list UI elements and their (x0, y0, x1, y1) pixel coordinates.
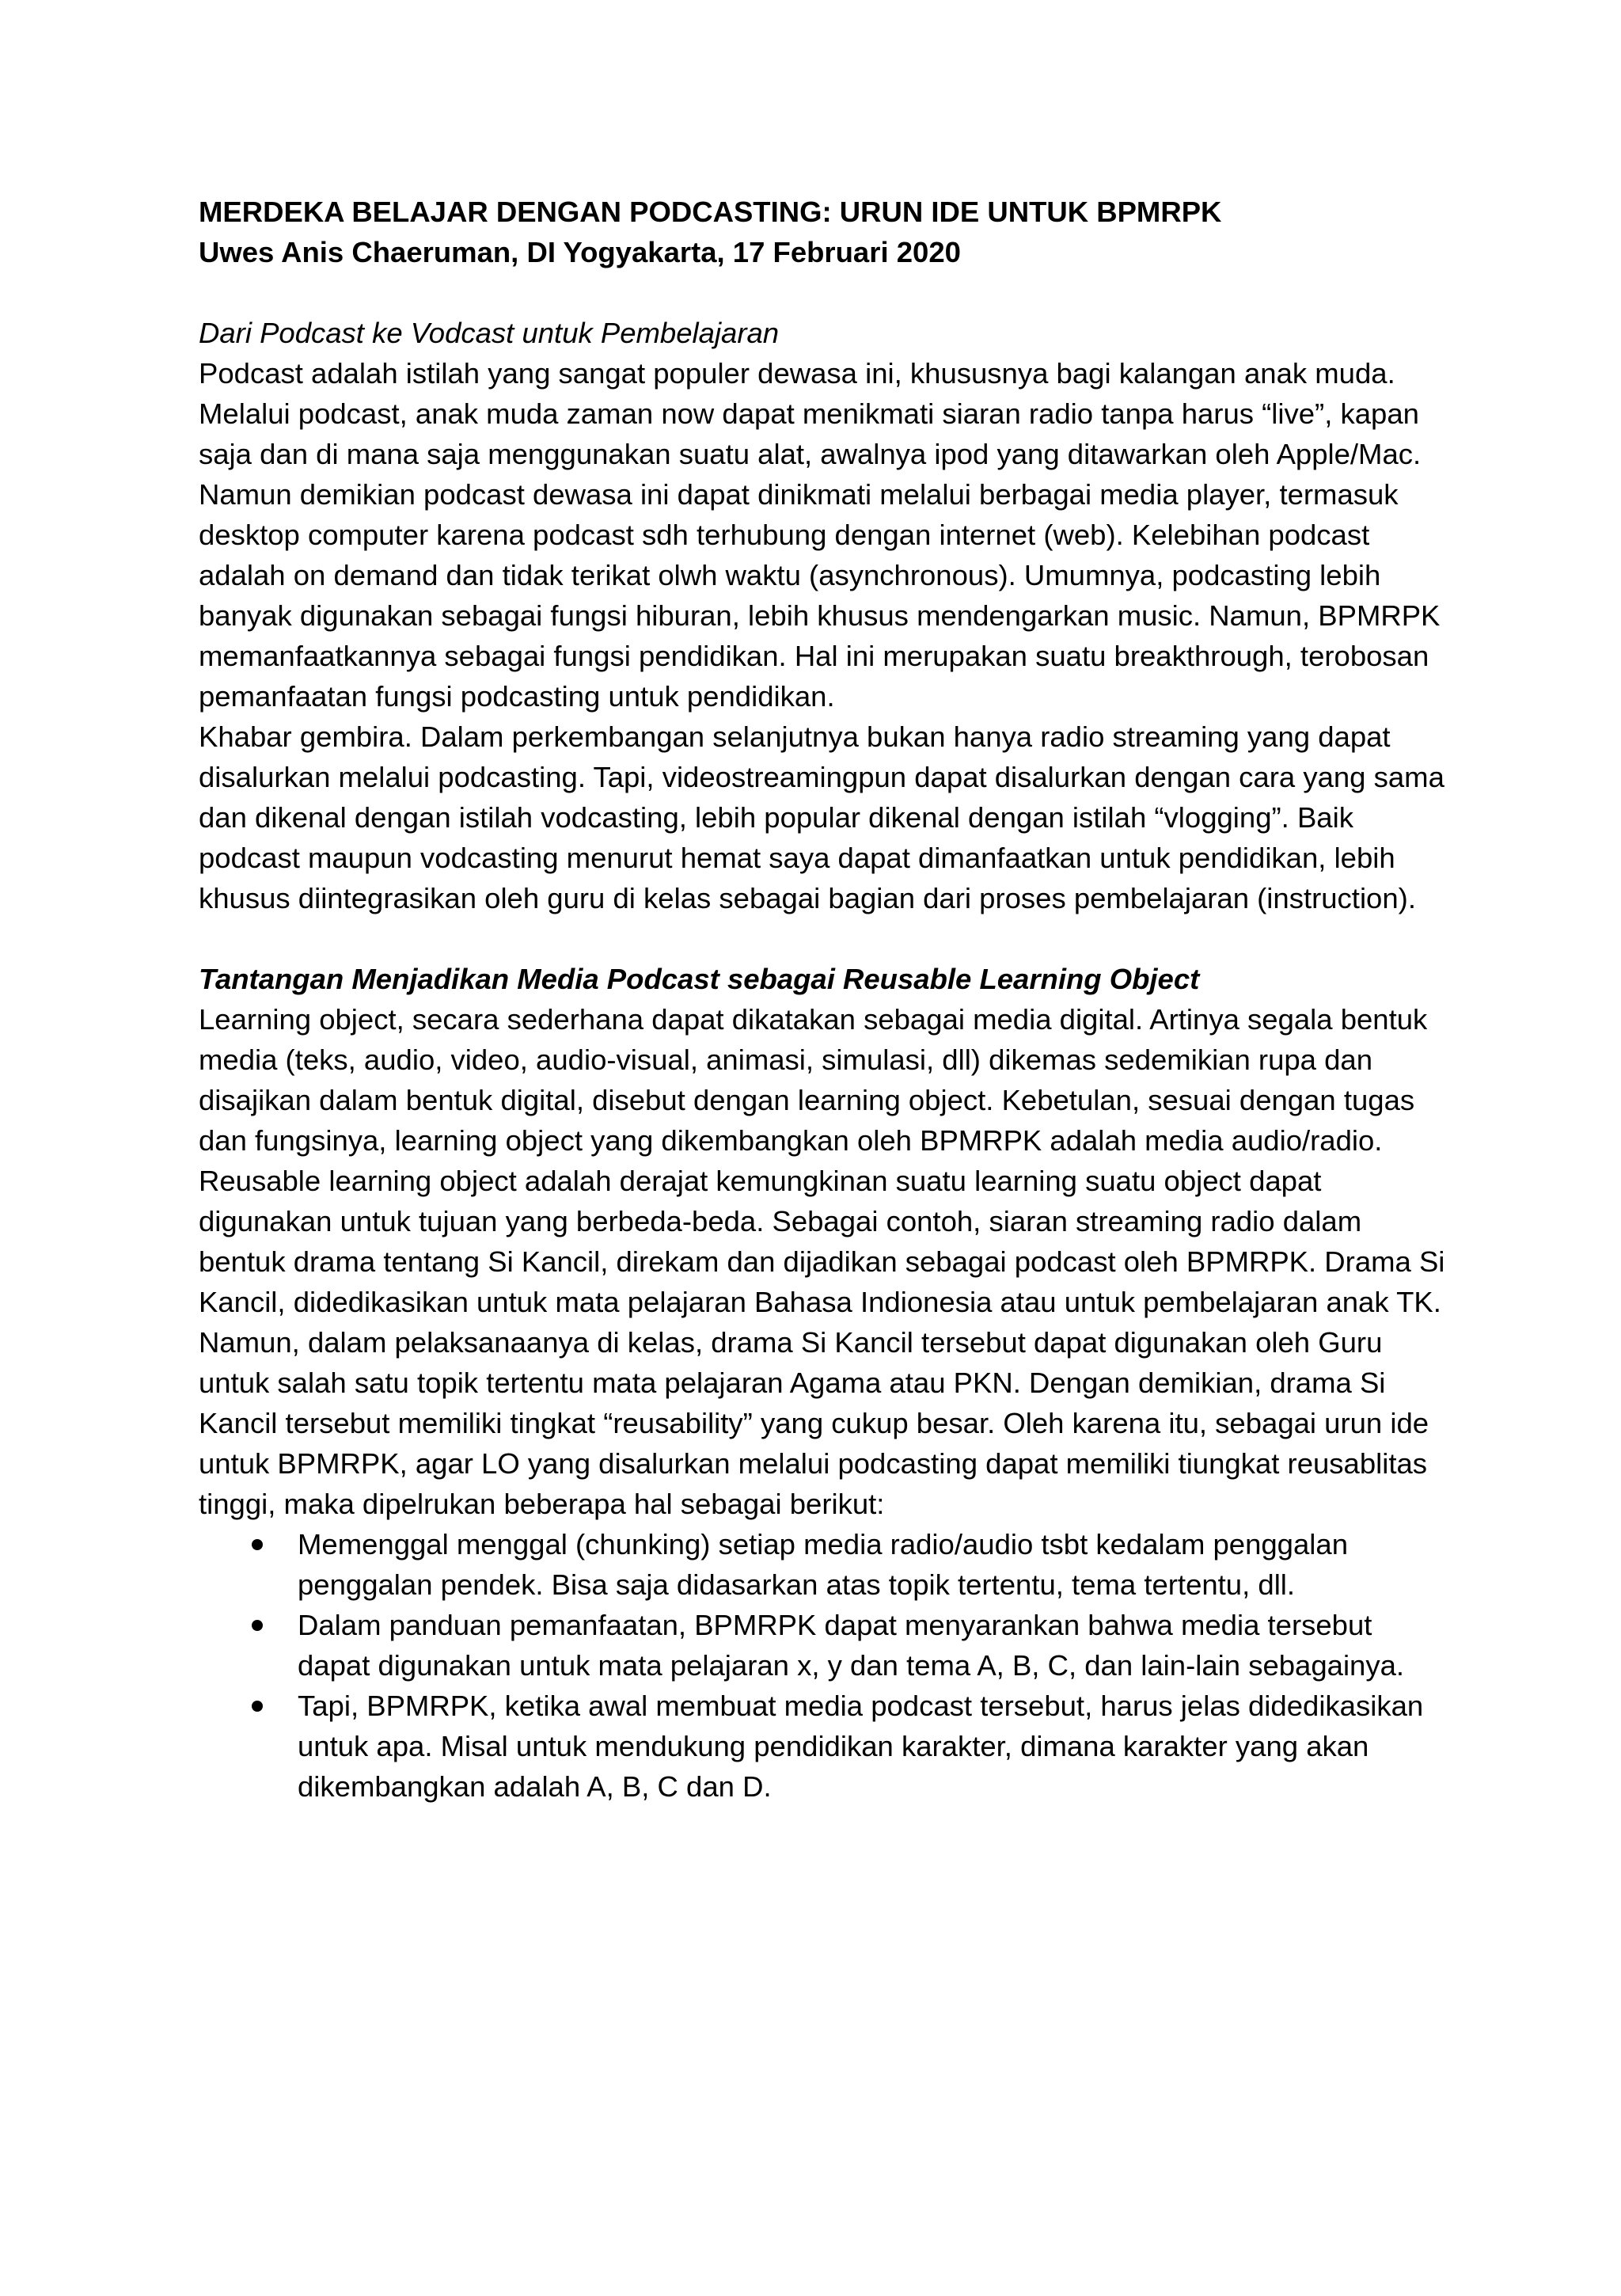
document-title: MERDEKA BELAJAR DENGAN PODCASTING: URUN IDE UNTUK BPMRPK (199, 196, 1222, 228)
document-byline: Uwes Anis Chaeruman, DI Yogyakarta, 17 Februari 2020 (199, 236, 961, 268)
bullet-icon (252, 1701, 263, 1712)
list-item (298, 1686, 1449, 1807)
list-item (298, 1524, 1449, 1605)
bullet-icon (252, 1620, 263, 1631)
list-item (298, 1605, 1449, 1686)
paragraph-vodcasting: Khabar gembira. Dalam perkembangan selanjutnya bukan hanya radio streaming yang dapat disalurkan melalui podcasting. Tapi, videostreamingpun dapat disalurkan dengan cara yang sama dan dikenal dengan istilah vodcasting, lebih popular dikenal dengan istilah “vlogging”. Baik podcast maupun vodcasting menurut hemat saya dapat dimanfaatkan untuk pendidikan, lebih khusus diintegrasikan oleh guru di kelas sebagai bagian dari proses pembelajaran (instruction). (199, 720, 1444, 914)
list-item-text: Tapi, BPMRPK, ketika awal membuat media podcast tersebut, harus jelas didedikasikan untuk apa. Misal untuk mendukung pendidikan karakter, dimana karakter yang akan dikembangkan adalah A, B, C dan D. (298, 1690, 1424, 1803)
list-item-text: Memenggal menggal (chunking) setiap media radio/audio tsbt kedalam penggalan penggalan pendek. Bisa saja didasarkan atas topik tertentu, tema tertentu, dll. (298, 1528, 1348, 1601)
section-heading-reusable-learning-object: Tantangan Menjadikan Media Podcast sebagai Reusable Learning Object (199, 963, 1200, 995)
spacer (199, 918, 1449, 959)
document-page (199, 192, 1449, 1807)
recommendation-list (199, 1524, 1449, 1807)
paragraph-learning-object: Learning object, secara sederhana dapat dikatakan sebagai media digital. Artinya segala bentuk media (teks, audio, video, audio-visual, animasi, simulasi, dll) dikemas sedemikian rupa dan disajikan dalam bentuk digital, disebut dengan learning object. Kebetulan, sesuai dengan tugas dan fungsinya, learning object yang dikembangkan oleh BPMRPK adalah media audio/radio. Reusable learning object adalah derajat kemungkinan suatu learning suatu object dapat digunakan untuk tujuan yang berbeda-beda. Sebagai contoh, siaran streaming radio dalam bentuk drama tentang Si Kancil, direkam dan dijadikan sebagai podcast oleh BPMRPK. Drama Si Kancil, didedikasikan untuk mata pelajaran Bahasa Indionesia atau untuk pembelajaran anak TK. Namun, dalam pelaksanaanya di kelas, drama Si Kancil tersebut dapat digunakan oleh Guru untuk salah satu topik tertentu mata pelajaran Agama atau PKN. Dengan demikian, drama Si Kancil tersebut memiliki tingkat “reusability” yang cukup besar. Oleh karena itu, sebagai urun ide untuk BPMRPK, agar LO yang disalurkan melalui podcasting dapat memiliki tiungkat reusablitas tinggi, maka dipelrukan beberapa hal sebagai berikut: (199, 1003, 1445, 1520)
paragraph-podcast-intro: Podcast adalah istilah yang sangat populer dewasa ini, khususnya bagi kalangan anak muda. Melalui podcast, anak muda zaman now dapat menikmati siaran radio tanpa harus “live”, kapan saja dan di mana saja menggunakan suatu alat, awalnya ipod yang ditawarkan oleh Apple/Mac. Namun demikian podcast dewasa ini dapat dinikmati melalui berbagai media player, termasuk desktop computer karena podcast sdh terhubung dengan internet (web). Kelebihan podcast adalah on demand dan tidak terikat olwh waktu (asynchronous). Umumnya, podcasting lebih banyak digunakan sebagai fungsi hiburan, lebih khusus mendengarkan music. Namun, BPMRPK memanfaatkannya sebagai fungsi pendidikan. Hal ini merupakan suatu breakthrough, terobosan pemanfaatan fungsi podcasting untuk pendidikan. (199, 357, 1441, 713)
list-item-text: Dalam panduan pemanfaatan, BPMRPK dapat menyarankan bahwa media tersebut dapat digunakan untuk mata pelajaran x, y dan tema A, B, C, dan lain-lain sebagainya. (298, 1609, 1405, 1682)
bullet-icon (252, 1539, 263, 1550)
spacer (199, 272, 1449, 313)
section-heading-podcast-vodcast: Dari Podcast ke Vodcast untuk Pembelajaran (199, 317, 780, 349)
